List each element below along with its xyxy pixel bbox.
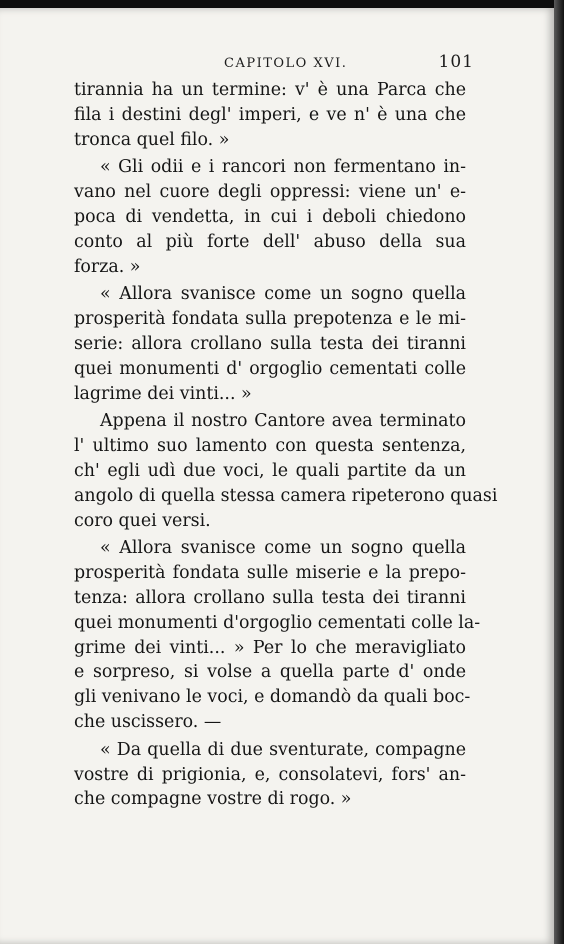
text-line: grime dei vinti... » Per lo che meravigliato	[74, 637, 466, 658]
text-line: ch' egli udì due voci, le quali partite da un	[74, 460, 466, 481]
text-line: tirannia ha un termine: v' è una Parca che	[74, 80, 466, 100]
text-line: « Allora svanisce come un sogno quella	[100, 538, 466, 559]
paragraph-6	[74, 738, 466, 812]
text-line: coro quei versi.	[74, 510, 211, 531]
book-spine-shadow	[554, 0, 564, 944]
text-line: vano nel cuore degli oppressi: viene un' e-	[74, 182, 466, 203]
text-line: quei monumenti d'orgoglio cementati colle la-	[74, 612, 481, 633]
text-line: serie: allora crollano sulla testa dei tiranni	[74, 333, 466, 354]
paragraph-3	[74, 282, 466, 406]
text-line: tenza: allora crollano sulla testa dei tiranni	[74, 587, 466, 608]
running-head: CAPITOLO XVI.	[224, 56, 348, 71]
text-line: poca di vendetta, in cui i deboli chiedono	[74, 206, 466, 227]
paragraph-4	[74, 409, 498, 533]
text-line: forza. »	[74, 256, 141, 277]
text-line: e sorpreso, si volse a quella parte d' onde	[74, 662, 466, 683]
text-line: tronca quel filo. »	[74, 129, 230, 150]
text-line: prosperità fondata sulla prepotenza e le mi-	[74, 309, 466, 330]
paragraph-1	[74, 78, 466, 152]
text-line: gli venivano le voci, e domandò da quali boc-	[74, 687, 471, 708]
page-header	[74, 52, 474, 76]
text-line: « Gli odii e i rancori non fermentano in-	[100, 157, 466, 178]
text-line: Appena il nostro Cantore avea terminato	[100, 411, 466, 432]
text-line: conto al più forte dell' abuso della sua	[74, 231, 466, 252]
body-text	[74, 78, 498, 812]
text-line: l' ultimo suo lamento con questa sentenza,	[74, 436, 466, 457]
paragraph-5	[74, 536, 481, 734]
text-line: angolo di quella stessa camera ripeterono quasi	[74, 485, 498, 506]
text-line: che compagne vostre di rogo. »	[74, 789, 352, 810]
text-line: quei monumenti d' orgoglio cementati colle	[74, 358, 466, 379]
book-page	[0, 8, 556, 944]
text-line: « Allora svanisce come un sogno quella	[100, 284, 466, 305]
text-line: lagrime dei vinti... »	[74, 383, 252, 404]
text-line: prosperità fondata sulle miserie e la prepo-	[74, 563, 466, 584]
text-line: vostre di prigionia, e, consolatevi, fors' an-	[74, 764, 466, 785]
text-line: fila i destini degl' imperi, e ve n' è una che	[74, 104, 466, 125]
page-number: 101	[438, 52, 474, 72]
paragraph-2	[74, 155, 466, 279]
text-line: « Da quella di due sventurate, compagne	[100, 739, 466, 760]
text-line: che uscissero. —	[74, 711, 222, 732]
